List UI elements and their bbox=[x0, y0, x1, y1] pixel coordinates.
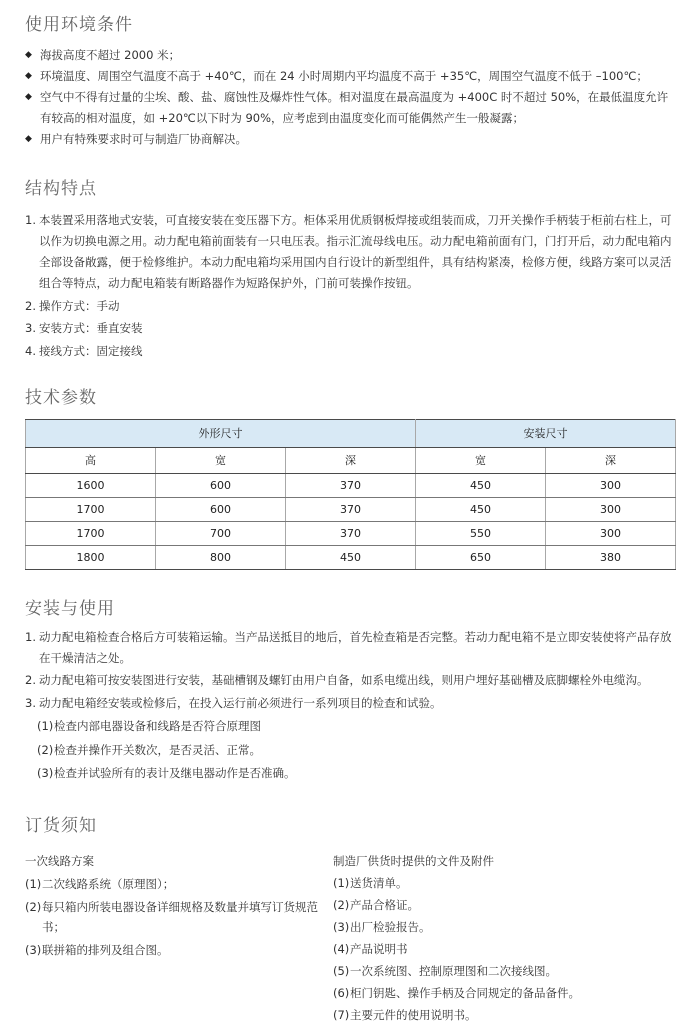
ordering-item bbox=[25, 897, 333, 937]
sub-item bbox=[37, 716, 675, 737]
section-title-environment: 使用环境条件 bbox=[25, 15, 133, 35]
table-cell: 600 bbox=[156, 497, 286, 521]
sub-item bbox=[37, 763, 675, 784]
bullet-item bbox=[25, 87, 675, 129]
item-text: 联拼箱的排列及组合图。 bbox=[42, 943, 169, 957]
ordering-item bbox=[333, 939, 675, 959]
table-cell: 700 bbox=[156, 521, 286, 545]
bullet-item bbox=[25, 129, 675, 150]
table-column-header-row bbox=[26, 447, 676, 473]
item-text: 柜门钥匙、操作手柄及合同规定的备品备件。 bbox=[350, 986, 580, 1000]
item-text: 送货清单。 bbox=[350, 876, 408, 890]
item-text: 动力配电箱检查合格后方可装箱运输。当产品送抵目的地后，首先检查箱是否完整。若动力配电箱不是立即安装使将产品存放在干燥清洁之处。 bbox=[39, 629, 672, 665]
table-cell: 300 bbox=[546, 497, 676, 521]
item-number: 1. bbox=[25, 629, 36, 644]
ordering-item bbox=[333, 1005, 675, 1025]
ordering-columns bbox=[25, 851, 675, 1025]
item-number: (4) bbox=[333, 942, 350, 956]
ordering-left-header: 一次线路方案 bbox=[25, 854, 94, 868]
item-number: (7) bbox=[333, 1008, 350, 1022]
item-text: 检查并试验所有的表计及继电器动作是否准确。 bbox=[54, 766, 296, 780]
table-cell: 1800 bbox=[26, 545, 156, 569]
table-cell: 650 bbox=[416, 545, 546, 569]
technical-parameters-table bbox=[25, 419, 676, 570]
item-number: (5) bbox=[333, 964, 350, 978]
item-text: 一次系统图、控制原理图和二次接线图。 bbox=[350, 964, 557, 978]
item-text: 二次线路系统（原理图）； bbox=[42, 877, 175, 891]
ordering-item bbox=[333, 917, 675, 937]
bullet-item bbox=[25, 45, 675, 66]
table-cell: 370 bbox=[286, 497, 416, 521]
item-text: 产品合格证。 bbox=[350, 898, 419, 912]
item-text: 出厂检验报告。 bbox=[350, 920, 431, 934]
item-number: (1) bbox=[37, 719, 54, 733]
item-number: 1. bbox=[25, 213, 36, 227]
column-header: 宽 bbox=[416, 447, 546, 473]
ordering-item bbox=[333, 961, 675, 981]
diamond-bullet-icon: ◆ bbox=[25, 50, 32, 60]
item-number: (1) bbox=[25, 877, 42, 891]
ordering-item bbox=[25, 940, 333, 960]
item-text: 主要元件的使用说明书。 bbox=[350, 1008, 477, 1022]
section-technical-parameters bbox=[25, 386, 675, 570]
sub-item bbox=[37, 740, 675, 761]
column-header: 高 bbox=[26, 447, 156, 473]
ordering-right-column bbox=[333, 851, 675, 1025]
item-text: 动力配电箱可按安装图进行安装，基础槽钢及螺钉由用户自备，如系电缆出线，则用户埋好基础槽及底脚螺栓外电缆沟。 bbox=[39, 673, 649, 687]
section-environment bbox=[25, 13, 675, 150]
item-text: 动力配电箱经安装或检修后，在投入运行前必须进行一系列项目的检查和试验。 bbox=[39, 695, 442, 710]
item-number: 2. bbox=[25, 298, 36, 313]
column-header: 深 bbox=[546, 447, 676, 473]
section-title-technical: 技术参数 bbox=[25, 387, 97, 408]
table-row bbox=[26, 497, 676, 521]
ordering-item bbox=[333, 983, 675, 1003]
bullet-text: 空气中不得有过量的尘埃、酸、盐、腐蚀性及爆炸性气体。相对温度在最高温度为 +400C 时不超过 50%，在最低温度允许有较高的相对温度，如 +20℃以下时为 90%，应考虑到由温度变化而可能偶然产生一般凝露； bbox=[40, 90, 669, 125]
group-header-mounting-dimensions: 安装尺寸 bbox=[416, 419, 676, 447]
diamond-bullet-icon: ◆ bbox=[25, 71, 32, 81]
bullet-text: 用户有特殊要求时可与制造厂协商解决。 bbox=[40, 132, 247, 146]
table-cell: 300 bbox=[546, 473, 676, 497]
structure-items bbox=[25, 210, 675, 362]
item-text: 安装方式：垂直安装 bbox=[39, 321, 143, 335]
table-cell: 800 bbox=[156, 545, 286, 569]
section-structure-features bbox=[25, 177, 675, 362]
numbered-item bbox=[25, 693, 675, 714]
item-number: 3. bbox=[25, 695, 36, 710]
numbered-item bbox=[25, 341, 675, 362]
item-number: (3) bbox=[25, 943, 42, 957]
item-number: (3) bbox=[37, 766, 54, 780]
group-header-outline-dimensions: 外形尺寸 bbox=[26, 419, 416, 447]
table-cell: 1600 bbox=[26, 473, 156, 497]
numbered-item bbox=[25, 627, 675, 669]
item-number: 2. bbox=[25, 673, 36, 687]
item-text: 接线方式：固定接线 bbox=[39, 343, 143, 358]
ordering-right-header: 制造厂供货时提供的文件及附件 bbox=[333, 854, 494, 868]
environment-bullet-list bbox=[25, 45, 675, 150]
numbered-item bbox=[25, 210, 675, 294]
numbered-item bbox=[25, 296, 675, 317]
table-cell: 450 bbox=[416, 473, 546, 497]
table-cell: 370 bbox=[286, 521, 416, 545]
ordering-item bbox=[333, 895, 675, 915]
diamond-bullet-icon: ◆ bbox=[25, 134, 32, 144]
item-number: (3) bbox=[333, 920, 350, 934]
item-text: 操作方式：手动 bbox=[39, 298, 120, 313]
item-number: (1) bbox=[333, 876, 350, 890]
table-cell: 1700 bbox=[26, 497, 156, 521]
ordering-left-column bbox=[25, 851, 333, 1025]
column-header: 深 bbox=[286, 447, 416, 473]
item-number: 3. bbox=[25, 321, 36, 335]
section-title-installation: 安装与使用 bbox=[25, 598, 115, 619]
installation-items bbox=[25, 627, 675, 785]
table-row bbox=[26, 473, 676, 497]
item-number: (6) bbox=[333, 986, 350, 1000]
item-text: 产品说明书 bbox=[350, 942, 408, 956]
ordering-item bbox=[25, 874, 333, 894]
section-title-structure: 结构特点 bbox=[25, 179, 97, 199]
section-ordering-notes bbox=[25, 814, 675, 1025]
bullet-item bbox=[25, 66, 675, 87]
table-cell: 550 bbox=[416, 521, 546, 545]
section-title-ordering: 订货须知 bbox=[25, 816, 97, 836]
section-installation-use bbox=[25, 597, 675, 785]
item-text: 本装置采用落地式安装，可直接安装在变压器下方。柜体采用优质钢板焊接或组装而成，刀开关操作手柄装于柜前右柱上，可以作为切换电源之用。动力配电箱前面装有一只电压表。指示汇流母线电压。动力配电箱前面有门，门打开后，动力配电箱内全部设备敞露，便于检修维护。本动力配电箱均采用国内自行设计的新型组件，具有结构紧凑，检修方便，线路方案可以灵活组合等特点，动力配电箱装有断路器作为短路保护外，门前可装操作按钮。 bbox=[39, 213, 672, 290]
bullet-text: 海拔高度不超过 2000 米； bbox=[40, 48, 181, 62]
table-cell: 1700 bbox=[26, 521, 156, 545]
column-header: 宽 bbox=[156, 447, 286, 473]
table-cell: 300 bbox=[546, 521, 676, 545]
item-text: 检查内部电器设备和线路是否符合原理图 bbox=[54, 719, 261, 733]
table-cell: 600 bbox=[156, 473, 286, 497]
bullet-text: 环境温度、周围空气温度不高于 +40℃，而在 24 小时周期内平均温度不高于 +35℃，周围空气温度不低于 –100℃； bbox=[40, 69, 648, 83]
table-cell: 370 bbox=[286, 473, 416, 497]
diamond-bullet-icon: ◆ bbox=[25, 92, 32, 102]
table-row bbox=[26, 545, 676, 569]
table-cell: 380 bbox=[546, 545, 676, 569]
table-row bbox=[26, 521, 676, 545]
item-number: (2) bbox=[333, 898, 350, 912]
table-group-header-row bbox=[26, 419, 676, 447]
table-cell: 450 bbox=[286, 545, 416, 569]
numbered-item bbox=[25, 670, 675, 691]
ordering-item bbox=[333, 873, 675, 893]
item-number: (2) bbox=[25, 900, 42, 914]
table-cell: 450 bbox=[416, 497, 546, 521]
item-number: 4. bbox=[25, 343, 36, 358]
item-text: 每只箱内所装电器设备详细规格及数量并填写订货规范书； bbox=[42, 900, 318, 934]
item-text: 检查并操作开关数次，是否灵活、正常。 bbox=[54, 742, 261, 757]
numbered-item bbox=[25, 318, 675, 339]
item-number: (2) bbox=[37, 742, 54, 757]
